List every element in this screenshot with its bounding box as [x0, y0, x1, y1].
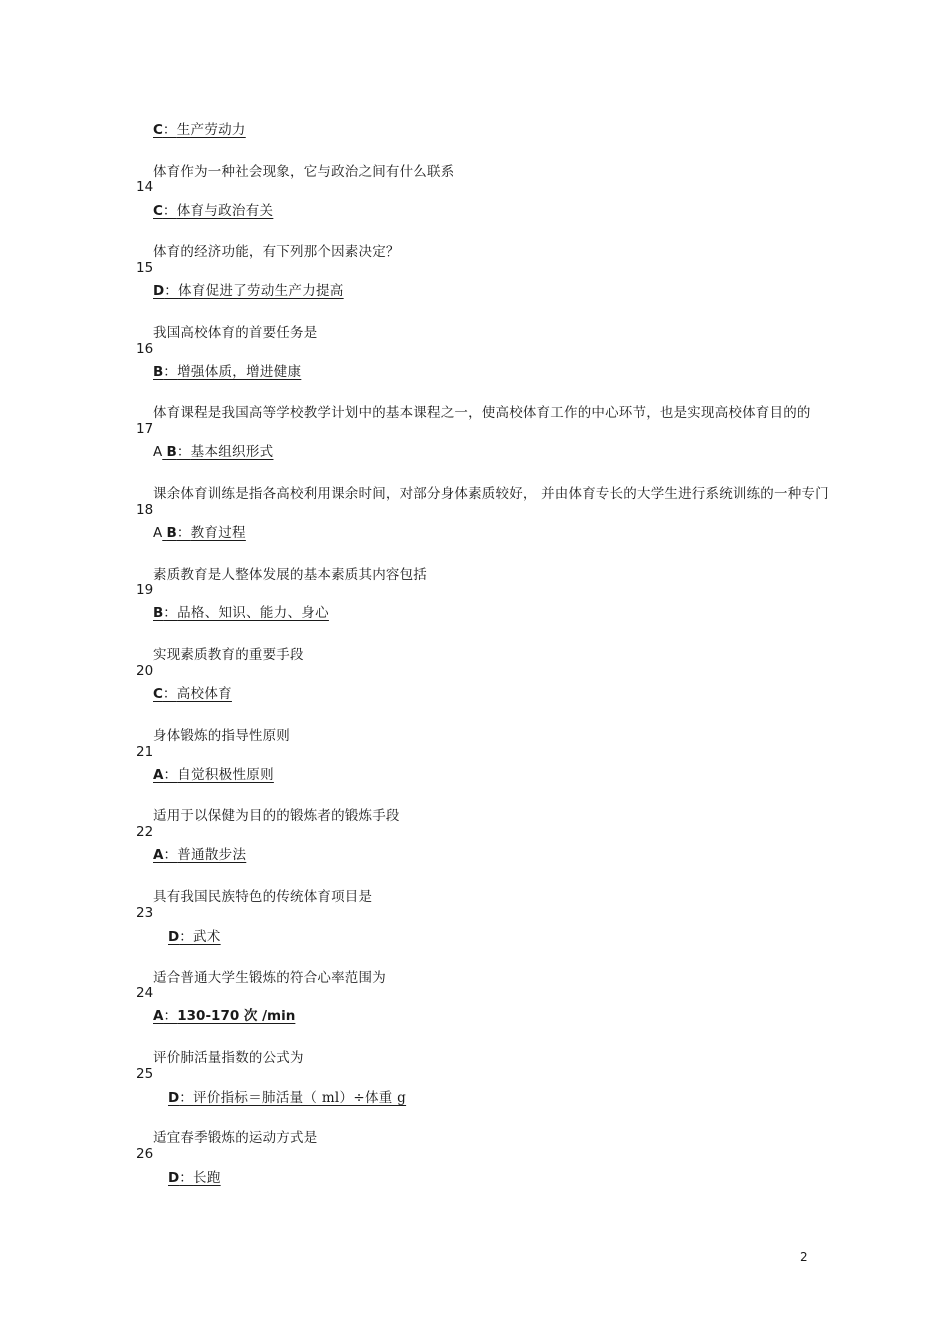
answer-line-20 — [153, 682, 232, 702]
answer-line-22 — [153, 843, 246, 863]
question-number-22: 22 — [136, 824, 154, 840]
question-number-24: 24 — [136, 985, 154, 1001]
answer-line-21 — [153, 763, 274, 783]
question-17: 体育课程是我国高等学校教学计划中的基本课程之一，使高校体育工作的中心环节，也是实现高校体育目的的 — [153, 405, 811, 421]
answer-text: 普通散步法 — [177, 847, 247, 863]
answer-separator: ： — [163, 1008, 178, 1024]
question-number-26: 26 — [136, 1146, 154, 1162]
answer-separator: ： — [163, 847, 178, 863]
question-number-23: 23 — [136, 905, 154, 921]
answer-text: 武术 — [193, 929, 221, 945]
question-18: 课余体育训练是指各高校利用课余时间，对部分身体素质较好， 并由体育专长的大学生进行系统训练的一种专门 — [153, 486, 829, 502]
answer-line-24 — [153, 1004, 295, 1024]
answer-line-25 — [168, 1086, 406, 1106]
answer-text: 评价指标＝肺活量（ ml）÷体重 g — [193, 1090, 407, 1106]
answer-separator: ： — [179, 929, 194, 945]
answer-separator: ： — [163, 767, 178, 783]
answer-text: 自觉积极性原则 — [177, 767, 274, 783]
answer-letter: D — [168, 929, 180, 945]
question-number-25: 25 — [136, 1066, 154, 1082]
answer-separator: ： — [163, 364, 178, 380]
answer-text: 品格、知识、能力、身心 — [177, 605, 329, 621]
question-16: 我国高校体育的首要任务是 — [153, 325, 318, 341]
answer-letter: C — [153, 686, 163, 702]
answer-text: 长跑 — [193, 1170, 221, 1186]
answer-separator: ： — [162, 203, 177, 219]
answer-text: 教育过程 — [190, 525, 246, 541]
answer-text: 体育促进了劳动生产力提高 — [178, 283, 344, 299]
answer-letter: B — [166, 444, 177, 460]
question-number-21: 21 — [136, 744, 154, 760]
answer-line-23 — [168, 925, 221, 945]
answer-line-26 — [168, 1166, 221, 1186]
question-number-20: 20 — [136, 663, 154, 679]
answer-line-17 — [153, 440, 273, 460]
answer-separator: ： — [164, 283, 179, 299]
answer-separator: ： — [179, 1170, 194, 1186]
question-14: 体育作为一种社会现象，它与政治之间有什么联系 — [153, 164, 455, 180]
answer-text: 基本组织形式 — [190, 444, 274, 460]
answer-letter: C — [153, 203, 163, 219]
answer-separator: ： — [162, 122, 177, 138]
answer-text: 高校体育 — [176, 686, 232, 702]
answer-text: 增强体质，增进健康 — [177, 364, 302, 380]
question-number-19: 19 — [136, 582, 154, 598]
question-number-15: 15 — [136, 260, 154, 276]
answer-letter: C — [153, 122, 163, 138]
answer-line-14 — [153, 199, 273, 219]
answer-text: 生产劳动力 — [176, 122, 246, 138]
question-15: 体育的经济功能，有下列那个因素决定？ — [153, 244, 400, 260]
answer-letter: D — [168, 1170, 180, 1186]
question-25: 评价肺活量指数的公式为 — [153, 1050, 304, 1066]
answer-separator: ： — [176, 525, 191, 541]
answer-separator: ： — [162, 686, 177, 702]
question-21: 身体锻炼的指导性原则 — [153, 728, 290, 744]
question-26: 适宜春季锻炼的运动方式是 — [153, 1130, 318, 1146]
answer-line-13 — [153, 118, 246, 138]
answer-text: 体育与政治有关 — [176, 203, 274, 219]
answer-line-16 — [153, 360, 301, 380]
answer-separator: ： — [176, 444, 191, 460]
question-22: 适用于以保健为目的的锻炼者的锻炼手段 — [153, 808, 400, 824]
answer-separator: ： — [179, 1090, 194, 1106]
answer-line-19 — [153, 601, 329, 621]
page-number: 2 — [800, 1250, 808, 1264]
answer-prefix: A — [153, 444, 163, 460]
answer-line-15 — [153, 279, 344, 299]
question-20: 实现素质教育的重要手段 — [153, 647, 304, 663]
answer-separator: ： — [163, 605, 178, 621]
question-number-18: 18 — [136, 502, 154, 518]
answer-prefix: A — [153, 525, 163, 541]
answer-text: 130-170 次 /min — [177, 1008, 296, 1024]
answer-letter: D — [168, 1090, 180, 1106]
answer-letter: B — [153, 364, 164, 380]
question-number-14: 14 — [136, 179, 154, 195]
answer-line-18 — [153, 521, 246, 541]
question-24: 适合普通大学生锻炼的符合心率范围为 — [153, 970, 386, 986]
answer-letter: A — [153, 1008, 164, 1024]
answer-letter: B — [166, 525, 177, 541]
question-19: 素质教育是人整体发展的基本素质其内容包括 — [153, 567, 427, 583]
answer-letter: B — [153, 605, 164, 621]
question-23: 具有我国民族特色的传统体育项目是 — [153, 889, 373, 905]
answer-letter: A — [153, 847, 164, 863]
question-number-16: 16 — [136, 341, 154, 357]
answer-letter: D — [153, 283, 165, 299]
question-number-17: 17 — [136, 421, 154, 437]
answer-letter: A — [153, 767, 164, 783]
